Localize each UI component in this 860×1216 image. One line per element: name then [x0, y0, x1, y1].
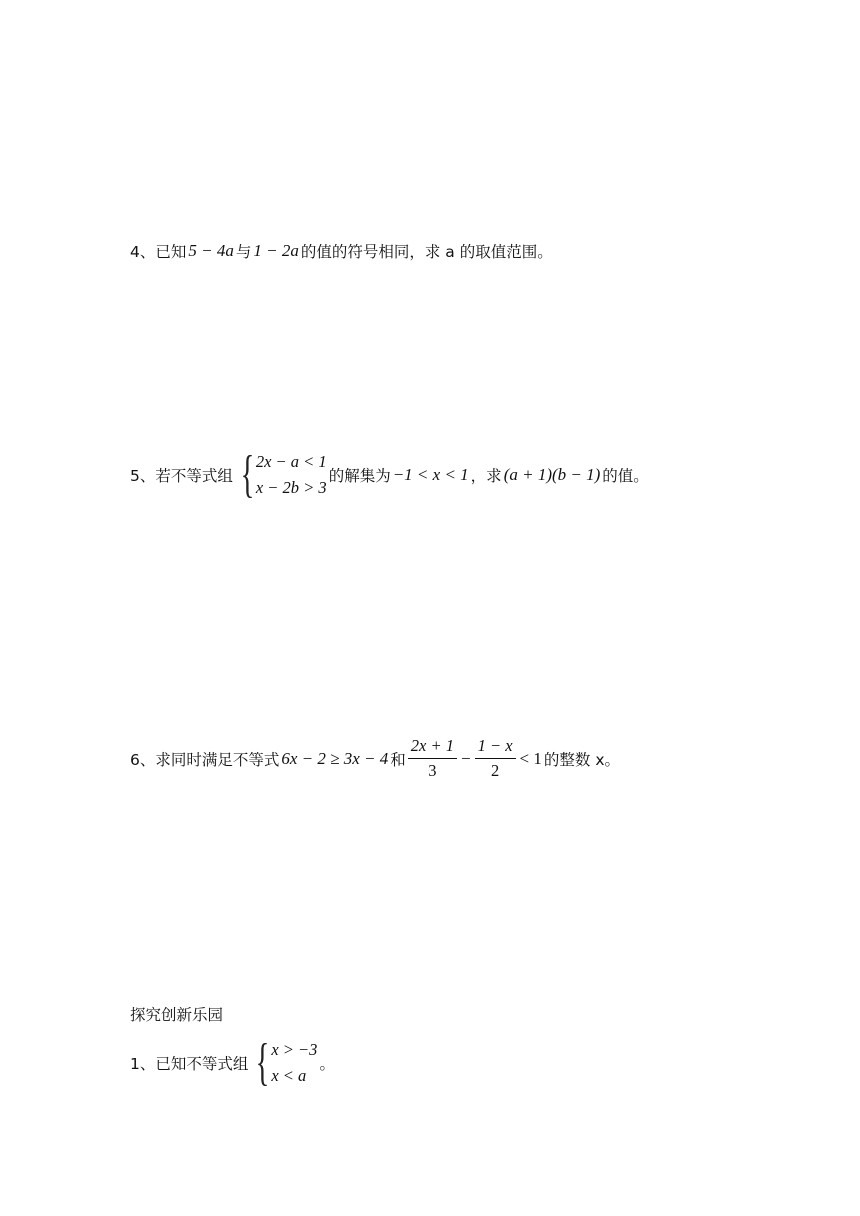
inequality-1: 6x − 2 ≥ 3x − 4 [281, 748, 389, 768]
fraction-2-denominator: 2 [490, 761, 500, 780]
left-brace-icon: { [255, 1034, 270, 1091]
problem-6 [130, 736, 620, 781]
problem-6-suffix: 的整数 x。 [543, 750, 620, 769]
problem-4-expr2: 1 − 2a [253, 241, 299, 260]
problem-5 [130, 446, 649, 503]
fraction-1-denominator: 3 [428, 761, 437, 780]
section-title: 探究创新乐园 [130, 1006, 224, 1024]
inequality-system [250, 1034, 318, 1091]
system-row-1: 2x − a < 1 [255, 452, 327, 471]
problem-4-expr1: 5 − 4a [188, 241, 234, 260]
problem-5-mid1: 的解集为 [328, 467, 391, 485]
section-problem-1-suffix: 。 [319, 1055, 335, 1073]
problem-4-prefix: 4、已知 [130, 243, 187, 261]
problem-6-prefix: 6、求同时满足不等式 [130, 750, 280, 769]
minus-sign: − [460, 748, 471, 768]
fraction-2 [475, 736, 516, 781]
section-problem-1-prefix: 1、已知不等式组 [130, 1055, 249, 1073]
solution-range: −1 < x < 1 [392, 465, 469, 484]
fraction-1 [408, 736, 457, 781]
inequality-tail: < 1 [519, 748, 542, 768]
target-expression: (a + 1)(b − 1) [503, 465, 601, 484]
problem-5-mid2: ，求 [470, 467, 502, 485]
system-row-2: x − 2b > 3 [255, 478, 327, 497]
problem-4-suffix: 的值的符号相同，求 a 的取值范围。 [300, 243, 553, 261]
inequality-system [235, 446, 327, 503]
system-row-2: x < a [271, 1066, 307, 1085]
problem-5-suffix: 的值。 [602, 467, 649, 485]
fraction-1-numerator: 2x + 1 [408, 736, 457, 759]
problem-6-mid: 和 [390, 750, 406, 769]
fraction-2-numerator: 1 − x [475, 736, 516, 759]
system-row-1: x > −3 [271, 1040, 318, 1059]
problem-4 [130, 240, 553, 262]
problem-5-prefix: 5、若不等式组 [130, 467, 233, 485]
left-brace-icon: { [240, 446, 255, 503]
problem-4-mid: 与 [235, 243, 252, 261]
section-problem-1 [130, 1034, 335, 1091]
